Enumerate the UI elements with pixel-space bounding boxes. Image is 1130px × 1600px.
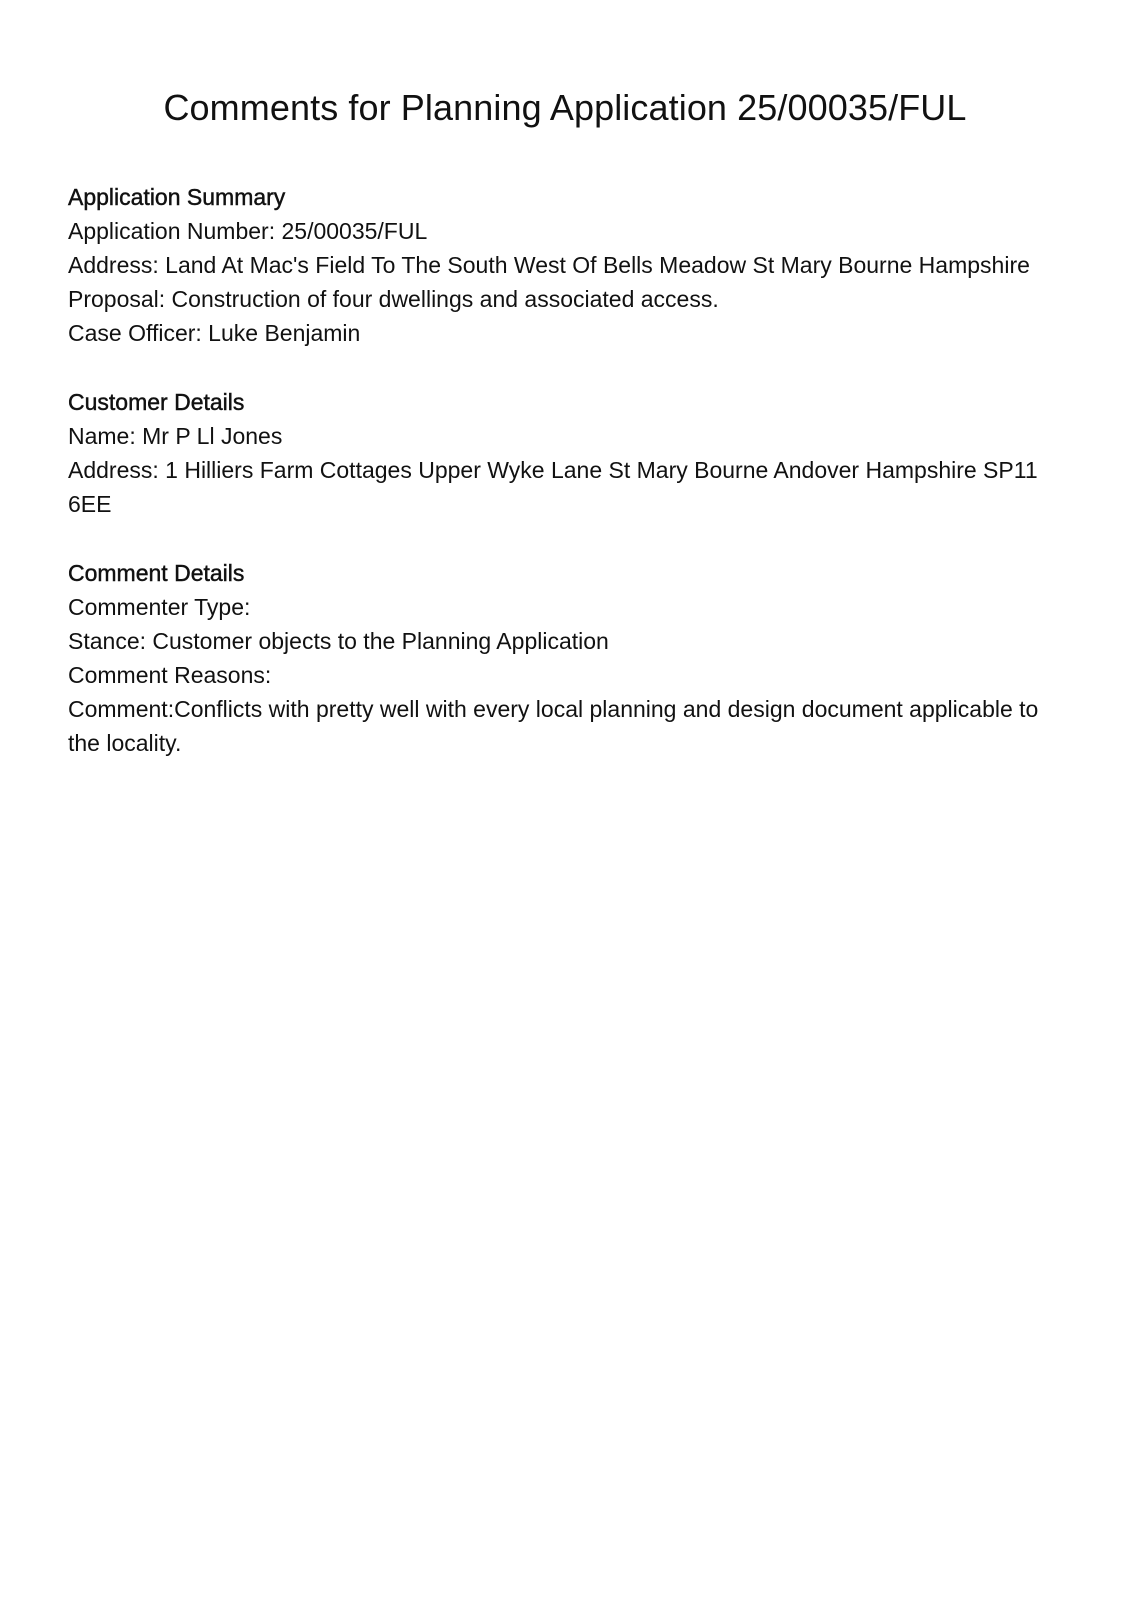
comment-text-line-1: Comment:Conflicts with pretty well with every local planning and design document applicable to [68, 696, 1039, 722]
application-summary-section [68, 180, 1058, 350]
case-officer-line: Case Officer: Luke Benjamin [68, 320, 361, 346]
commenter-type-line: Commenter Type: [68, 594, 251, 620]
customer-details-heading: Customer Details [68, 389, 245, 415]
customer-address-line-2: 6EE [68, 491, 112, 517]
stance-line: Stance: Customer objects to the Planning Application [68, 628, 609, 654]
page-title: Comments for Planning Application 25/00035/FUL [163, 87, 967, 128]
application-number-line: Application Number: 25/00035/FUL [68, 218, 428, 244]
customer-name-line: Name: Mr P Ll Jones [68, 423, 283, 449]
proposal-line: Proposal: Construction of four dwellings and associated access. [68, 286, 719, 312]
customer-address-line-1: Address: 1 Hilliers Farm Cottages Upper Wyke Lane St Mary Bourne Andover Hampshire SP11 [68, 457, 1038, 483]
comment-details-section [68, 556, 1058, 760]
application-summary-heading: Application Summary [68, 184, 286, 210]
application-address-line: Address: Land At Mac's Field To The South West Of Bells Meadow St Mary Bourne Hampshire [68, 252, 1030, 278]
customer-details-section [68, 385, 1058, 521]
comment-text-line-2: the locality. [68, 730, 182, 756]
comment-details-heading: Comment Details [68, 560, 245, 586]
comment-reasons-line: Comment Reasons: [68, 662, 272, 688]
